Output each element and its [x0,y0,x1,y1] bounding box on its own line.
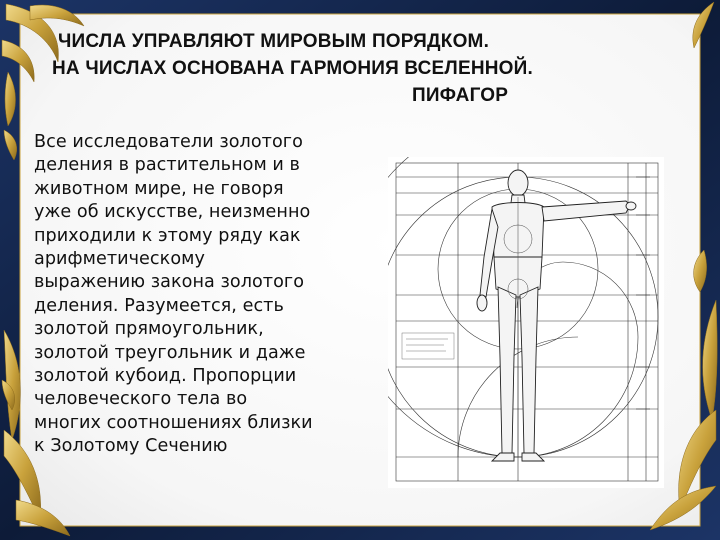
golden-ratio-body-diagram [388,157,664,488]
body-line: выражению закона золотого [34,272,305,293]
body-line: золотой треугольник и даже [34,342,306,363]
title-author: ПИФАГОР [412,85,509,106]
title-line-2: НА ЧИСЛАХ ОСНОВАНА ГАРМОНИЯ ВСЕЛЕННОЙ. [52,58,533,79]
slide-title [40,28,680,109]
body-line: человеческого тела во [34,389,248,410]
body-line: золотой кубоид. Пропорции [34,366,297,387]
body-paragraph [34,131,389,459]
body-line: к Золотому Сечению [34,436,228,457]
body-line: деления в растительном и в [34,155,300,176]
body-line: многих соотношениях близки [34,412,313,433]
body-line: животном мире, не говоря [34,178,284,199]
body-line: приходили к этому ряду как [34,225,301,246]
body-line: деления. Разумеется, есть [34,295,284,316]
body-line: Все исследователи золотого [34,132,303,152]
body-line: золотой прямоугольник, [34,319,264,340]
body-line: уже об искусстве, неизменно [34,202,311,223]
title-line-1: ЧИСЛА УПРАВЛЯЮТ МИРОВЫМ ПОРЯДКОМ. [58,31,490,52]
body-line: арифметическому [34,249,205,270]
